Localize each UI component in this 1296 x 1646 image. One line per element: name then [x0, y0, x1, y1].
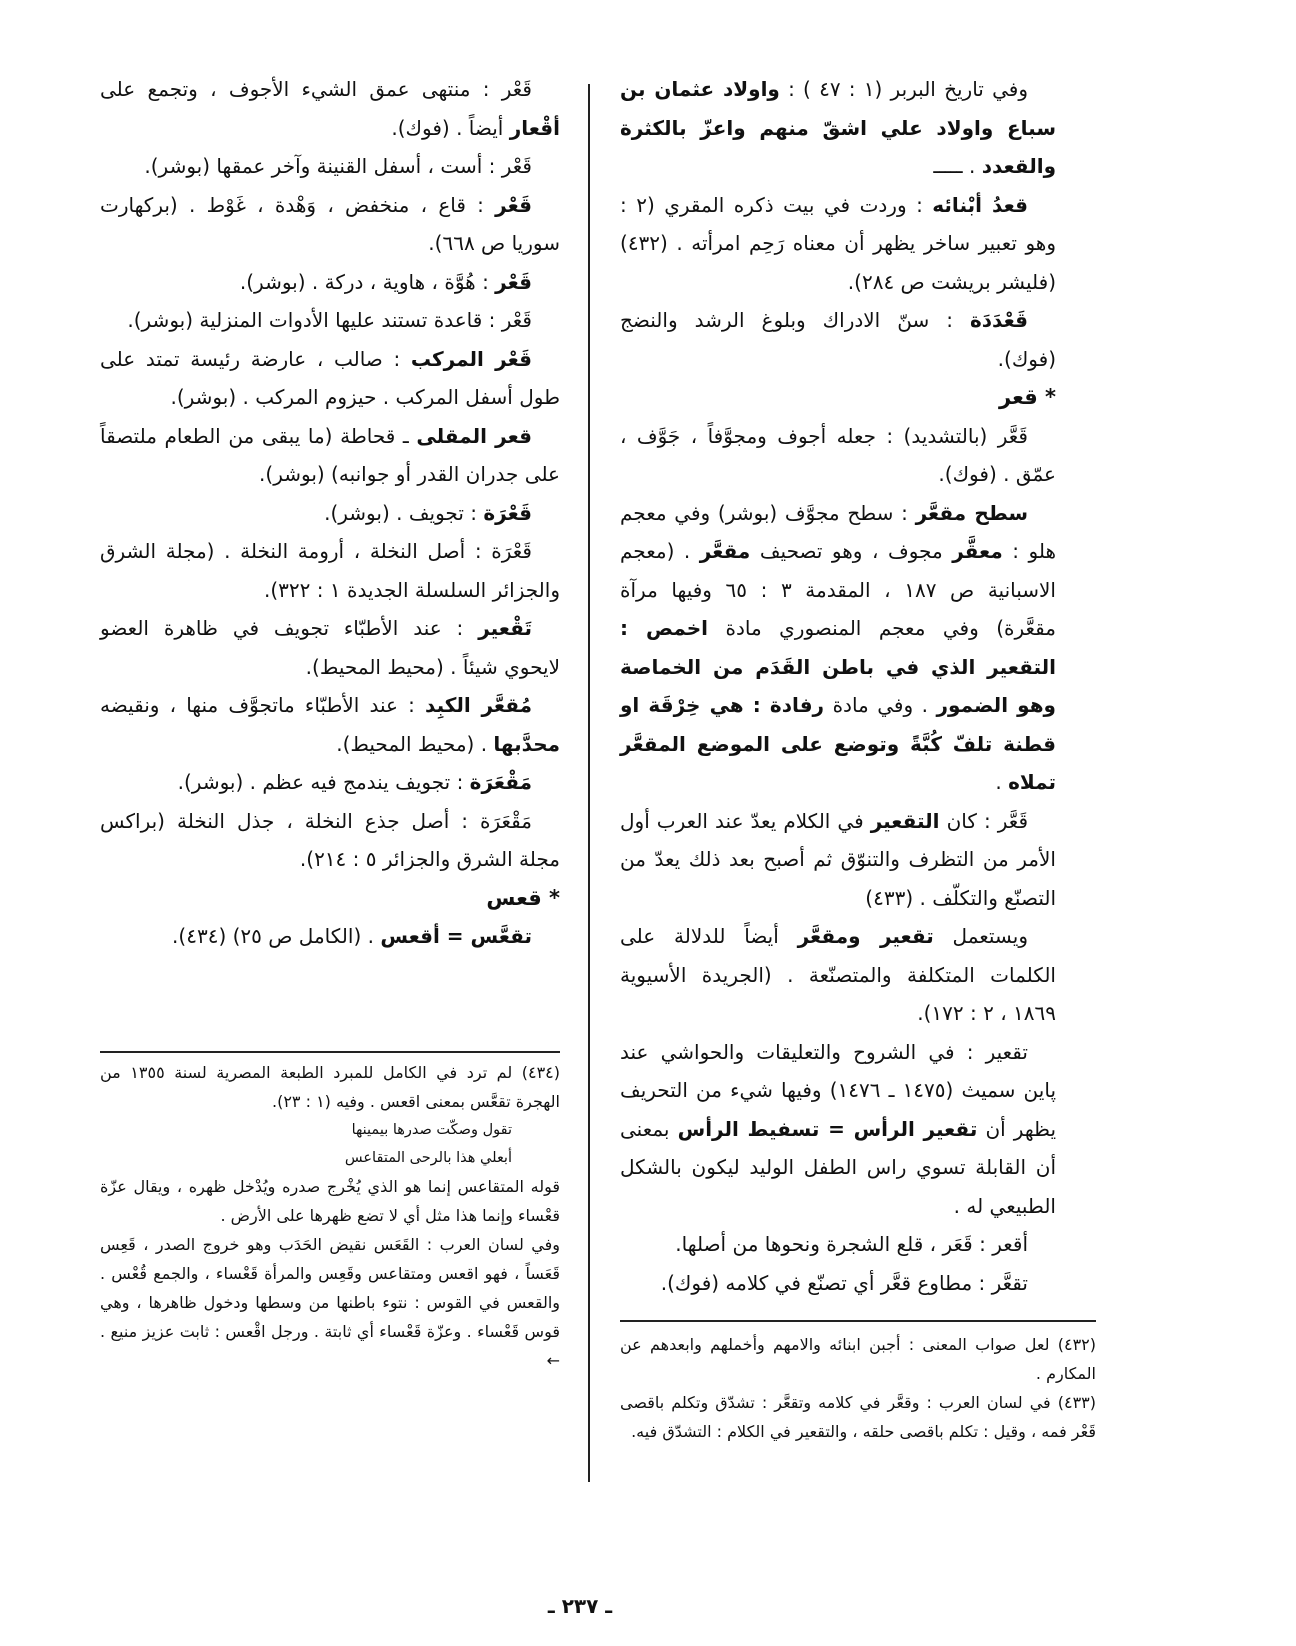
bold-term: قعر المقلى: [416, 423, 532, 448]
text-run: مجوف ، وهو تصحيف: [750, 539, 953, 563]
entry-paragraph: [100, 802, 560, 879]
text-run: أيضاً للدلالة على الكلمات المتكلفة والمتصنّعة . (الجريدة الأسيوية ١٨٦٩ ، ٢ : ١٧٢).: [620, 924, 1056, 1025]
text-run: قَعْرَة : أصل النخلة ، أرومة النخلة . (مجلة الشرق والجزائر السلسلة الجديدة ١ : ٣٢٢).: [100, 539, 560, 602]
entry-paragraph: [100, 917, 560, 956]
bold-term: تقعَّس = أقعس: [380, 924, 532, 948]
text-run: : عند الأطبّاء تجويف في ظاهرة العضو لايحوي شيئاً . (محيط المحيط).: [100, 616, 560, 679]
footnotes-right: [620, 1330, 1096, 1446]
entry-paragraph: [620, 1033, 1056, 1226]
footnote-paragraph: (٤٣٤) لم ترد في الكامل للمبرد الطبعة المصرية لسنة ١٣٥٥ من الهجرة تقعَّس بمعنى اقعس . وفيه (١ : ٢٣).: [100, 1063, 561, 1111]
bold-term: اخمص : التقعير الذي في باطن القَدَم من الخماصة وهو الضمور: [620, 616, 1056, 717]
text-run: . وفي مادة: [824, 693, 937, 717]
entry-paragraph: [100, 686, 560, 763]
footnote-paragraph: قوله المتقاعس إنما هو الذي يُخْرج صدره ويُدْخل ظهره ، ويقال عزّة قعْساء وإنما هذا مثل أي لا تضع ظهرها على الأرض .: [100, 1177, 560, 1225]
footnote-paragraph: (٤٣٢) لعل صواب المعنى : أجبن ابنائه والامهم وأخملهم وابعدهم عن المكارم .: [620, 1335, 1096, 1383]
entry-paragraph: [100, 263, 560, 302]
bold-term: قعدُ أبْنائه: [932, 192, 1028, 217]
bold-term: قَعْر: [495, 269, 532, 294]
bold-term: مُقعَّر الكبِد: [425, 693, 532, 717]
footnote-separator-left: [100, 1051, 560, 1053]
bold-term: قَعْر: [495, 192, 532, 217]
text-run: ـ قحاطة (ما يبقى من الطعام ملتصقاً على جدران القدر أو جوانبه) (بوشر).: [100, 423, 560, 486]
entry-paragraph: [620, 301, 1056, 378]
entry-paragraph: [620, 417, 1056, 494]
left-column: [100, 70, 560, 956]
entry-paragraph: [100, 532, 560, 609]
bold-term: سطح مقعَّر: [915, 500, 1028, 525]
entry-paragraph: [620, 1225, 1056, 1264]
footnote-separator-right: [620, 1320, 1096, 1322]
text-run: . (معجم الاسبانية ص ١٨٧ ، المقدمة ٣ : ٦٥ وفيها مرآة مقعَّرة) وفي معجم المنصوري مادة: [620, 539, 1056, 640]
text-run: : سنّ الادراك وبلوغ الرشد والنضج (فوك).: [620, 308, 1056, 371]
text-run: قَعَّر : كان: [939, 808, 1028, 833]
bold-term: رفادة : هي خِرْقَة او قطنة تلفّ كُبَّةً وتوضع على الموضع المقعَّر تملاه: [620, 693, 1056, 794]
text-run: وفي تاريخ البربر (١ : ٤٧ ) :: [779, 77, 1028, 101]
bold-term: تقعير ومقعَّر: [797, 924, 934, 948]
text-run: بمعنى أن القابلة تسوي راس الطفل الوليد ليكون بالشكل الطبيعي له .: [620, 1116, 1056, 1218]
entry-paragraph: [100, 301, 560, 340]
bold-term: قَعْدَدَة: [969, 308, 1028, 332]
entry-paragraph: [100, 417, 560, 494]
entry-paragraph: [620, 494, 1056, 802]
text-run: قَعَّر (بالتشديد) : جعله أجوف ومجوَّفاً ، جَوَّف ، عمّق . (فوك).: [620, 423, 1056, 486]
text-run: أقعر : قَعَر ، قلع الشجرة ونحوها من أصلها.: [675, 1232, 1028, 1256]
entry-paragraph: [620, 70, 1056, 186]
entry-paragraph: [620, 1264, 1056, 1303]
entry-paragraph: [100, 340, 560, 417]
footnote-paragraph: وفي لسان العرب : القَعَس نقيض الحَدَب وهو خروج الصدر ، قَعِس قَعَساً ، فهو اقعس ومتقاعس وقَعِس والمرأة قَعْساء ، والجمع قُعْس . والقعس في القوس : نتوء باطنها من وسطها ودخول ظاهرها ، وهي قوس قَعْساء . وعزّة قَعْساء أي ثابتة . ورجل اقْعس : ثابت عزيز منيع . ←: [100, 1235, 560, 1370]
column-divider: [588, 84, 590, 1482]
bold-term: محدَّبها: [493, 731, 560, 756]
bold-term: قَعْر المركب: [410, 346, 533, 371]
entry-heading: * قعس: [486, 885, 560, 910]
entry-paragraph: [620, 917, 1056, 1033]
entry-heading: * قعر: [999, 385, 1056, 409]
text-run: : صالب ، عارضة رئيسة تمتد على طول أسفل المركب . حيزوم المركب . (بوشر).: [100, 346, 560, 409]
bold-term: أقْعار: [509, 115, 560, 140]
text-run: : عند الأطبّاء ماتجوَّف منها ، ونقيضه: [100, 693, 426, 717]
right-column: [620, 70, 1056, 1302]
text-run: .: [995, 770, 1009, 794]
footnote-verse: تقول وصكّت صدرها بيمينها: [351, 1122, 512, 1138]
text-run: : وردت في بيت ذكره المقري (٢ : وهو تعبير ساخر يظهر أن معناه رَحِم امرأته . (٤٣٢) (فليشر بريشت ص ٢٨٤).: [620, 192, 1056, 294]
entry-paragraph: [620, 802, 1056, 918]
entry-paragraph: [620, 186, 1056, 302]
text-run: ويستعمل: [933, 924, 1029, 948]
text-run: مَقْعَرَة : أصل جذع النخلة ، جذل النخلة (براكس مجلة الشرق والجزائر ٥ : ٢١٤).: [100, 808, 560, 871]
entry-paragraph: [100, 186, 560, 263]
page-number: ـ ٢٣٧ ـ: [547, 1594, 613, 1618]
text-run: أيضاً . (فوك).: [391, 115, 510, 140]
text-run: تقعَّر : مطاوع قعَّر أي تصنّع في كلامه (فوك).: [660, 1270, 1028, 1295]
text-run: في الكلام يعدّ عند العرب أول الأمر من التظرف والتنوّق ثم أصبح بعد ذلك يعدّ من التصنّع والتكلّف . (٤٣٣): [620, 808, 1056, 910]
bold-term: تَقْعير: [478, 616, 532, 640]
bold-term: التقعير: [870, 808, 940, 833]
text-run: . (محيط المحيط).: [336, 731, 494, 756]
text-run: : تجويف . (بوشر).: [324, 500, 484, 525]
text-run: قَعْر : أست ، أسفل القنينة وآخر عمقها (بوشر).: [144, 154, 532, 178]
text-run: : تجويف يندمج فيه عظم . (بوشر).: [177, 770, 470, 794]
footnotes-left: [100, 1058, 560, 1375]
text-run: : سطح مجوَّف (بوشر) وفي معجم هلو :: [620, 500, 1056, 563]
entry-paragraph: [100, 70, 560, 147]
text-run: : هُوَّة ، هاوية ، دركة . (بوشر).: [239, 269, 496, 294]
bold-term: واولاد عثمان بن سباع واولاد علي اشقّ منهم واعزّ بالكثرة والقعدد: [620, 77, 1056, 178]
text-run: قَعْر : منتهى عمق الشيء الأجوف ، وتجمع على: [100, 77, 532, 101]
bold-term: قَعْرَة: [483, 500, 532, 525]
bold-term: مقعَّر: [699, 539, 751, 563]
bold-term: مَقْعَرَة: [469, 770, 532, 794]
footnote-paragraph: (٤٣٣) في لسان العرب : وقعَّر في كلامه وتقعَّر : تشدّق وتكلم باقصى قَعْر فمه ، وقيل : تكلم باقصى حلقه ، والتقعير في الكلام : التشدّق فيه.: [620, 1393, 1096, 1441]
bold-term: تقعير الرأس = تسفيط الرأس: [677, 1116, 978, 1141]
bold-term: معقَّر: [952, 539, 1003, 563]
text-run: قَعْر : قاعدة تستند عليها الأدوات المنزلية (بوشر).: [127, 308, 532, 332]
entry-paragraph: [100, 609, 560, 686]
text-run: . ـــــ: [933, 154, 982, 178]
text-run: . (الكامل ص ٢٥) (٤٣٤).: [172, 924, 381, 948]
footnote-verse: أبعلي هذا بالرحى المتقاعس: [344, 1150, 512, 1166]
text-run: : قاع ، منخفض ، وَهْدة ، غَوْط . (بركهارت سوريا ص ٦٦٨).: [100, 192, 560, 255]
text-run: تقعير : في الشروح والتعليقات والحواشي عند پاين سميث (١٤٧٥ ـ ١٤٧٦) وفيها شيء من التحريف يظهر أن: [620, 1039, 1057, 1141]
entry-paragraph: [100, 494, 560, 533]
entry-paragraph: [100, 763, 560, 802]
entry-paragraph: [100, 147, 560, 186]
